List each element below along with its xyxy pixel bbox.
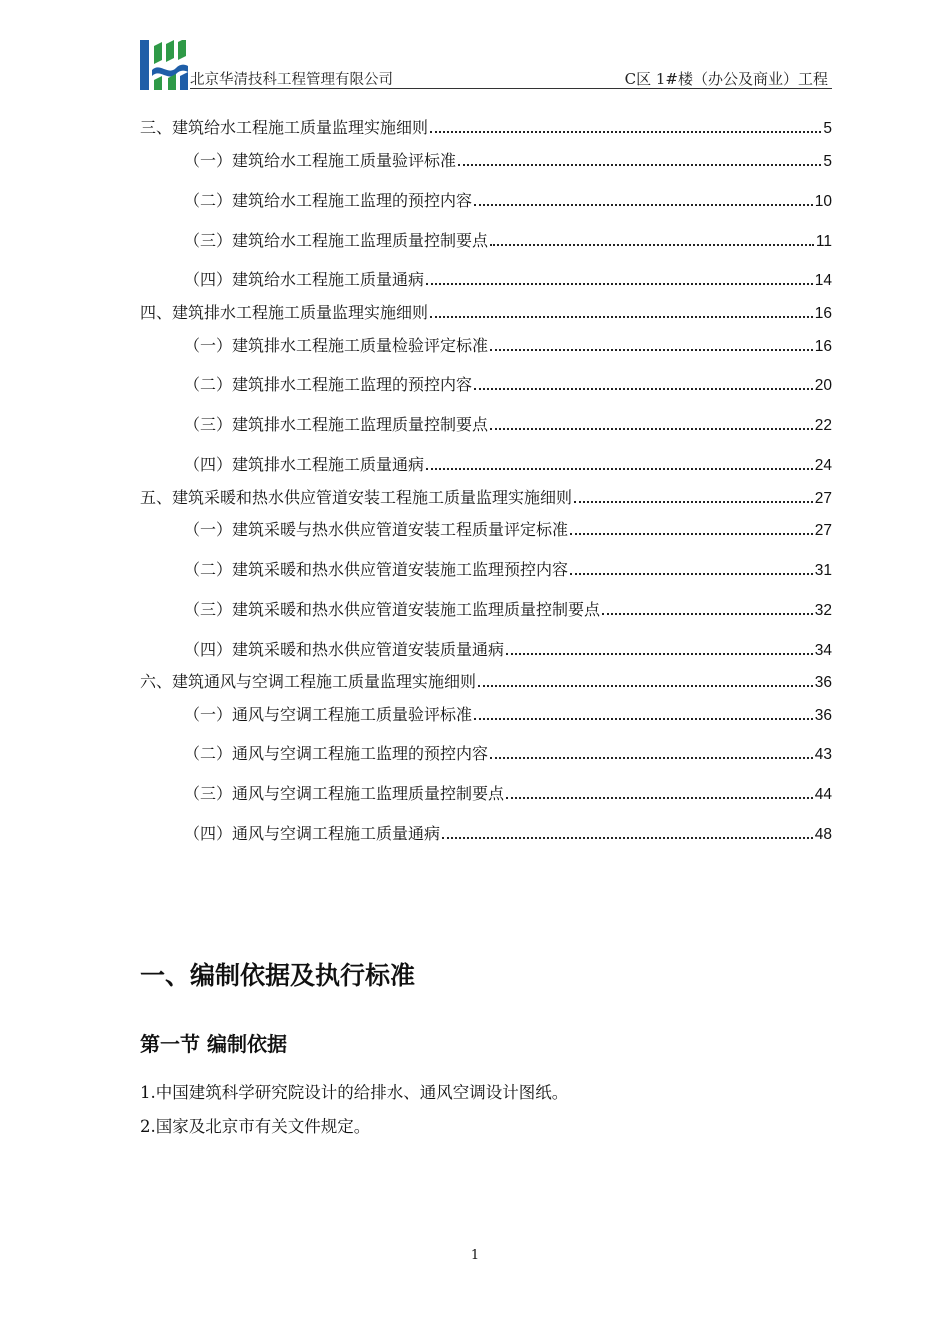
toc-entry[interactable]: （三）建筑排水工程施工监理质量控制要点 22 [184,415,832,434]
toc-entry[interactable]: （三）通风与空调工程施工监理质量控制要点 44 [184,784,832,803]
toc-entry[interactable]: （四）建筑排水工程施工质量通病 24 [184,455,832,474]
toc-entry[interactable]: （二）通风与空调工程施工监理的预控内容 43 [184,744,832,763]
subsection-heading: 第一节 编制依据 [140,1032,287,1056]
toc-entry[interactable]: （一）建筑采暖与热水供应管道安装工程质量评定标准 27 [184,520,832,539]
toc-entry[interactable]: （一）建筑给水工程施工质量验评标准 5 [184,151,832,170]
company-logo-icon [140,40,190,90]
header-rule [190,88,832,89]
toc-entry[interactable]: （四）通风与空调工程施工质量通病 48 [184,824,832,843]
toc-entry[interactable]: 五、建筑采暖和热水供应管道安装工程施工质量监理实施细则 27 [140,488,832,507]
toc-entry[interactable]: （二）建筑给水工程施工监理的预控内容 10 [184,191,832,210]
toc-entry[interactable]: （二）建筑采暖和热水供应管道安装施工监理预控内容 31 [184,560,832,579]
body-paragraph: 2.国家及北京市有关文件规定。 [140,1117,371,1136]
toc-entry[interactable]: 四、建筑排水工程施工质量监理实施细则 16 [140,303,832,322]
toc-entry[interactable]: （一）建筑排水工程施工质量检验评定标准 16 [184,336,832,355]
toc-entry[interactable]: （二）建筑排水工程施工监理的预控内容 20 [184,375,832,394]
toc-entry[interactable]: （一）通风与空调工程施工质量验评标准 36 [184,705,832,724]
toc-entry[interactable]: （四）建筑采暖和热水供应管道安装质量通病 34 [184,640,832,659]
toc-entry[interactable]: 六、建筑通风与空调工程施工质量监理实施细则 36 [140,672,832,691]
toc-entry[interactable]: （四）建筑给水工程施工质量通病 14 [184,270,832,289]
toc-entry[interactable]: （三）建筑给水工程施工监理质量控制要点 11 [184,231,832,250]
section-heading: 一、编制依据及执行标准 [140,961,416,990]
project-name: C区 1#楼（办公及商业）工程 [624,70,828,88]
toc-entry[interactable]: （三）建筑采暖和热水供应管道安装施工监理质量控制要点 32 [184,600,832,619]
body-paragraph: 1.中国建筑科学研究院设计的给排水、通风空调设计图纸。 [140,1083,569,1102]
page-header [140,40,832,92]
toc-entry[interactable]: 三、建筑给水工程施工质量监理实施细则 5 [140,118,832,137]
page-number: 1 [470,1248,480,1263]
company-name: 北京华清技科工程管理有限公司 [190,72,393,88]
